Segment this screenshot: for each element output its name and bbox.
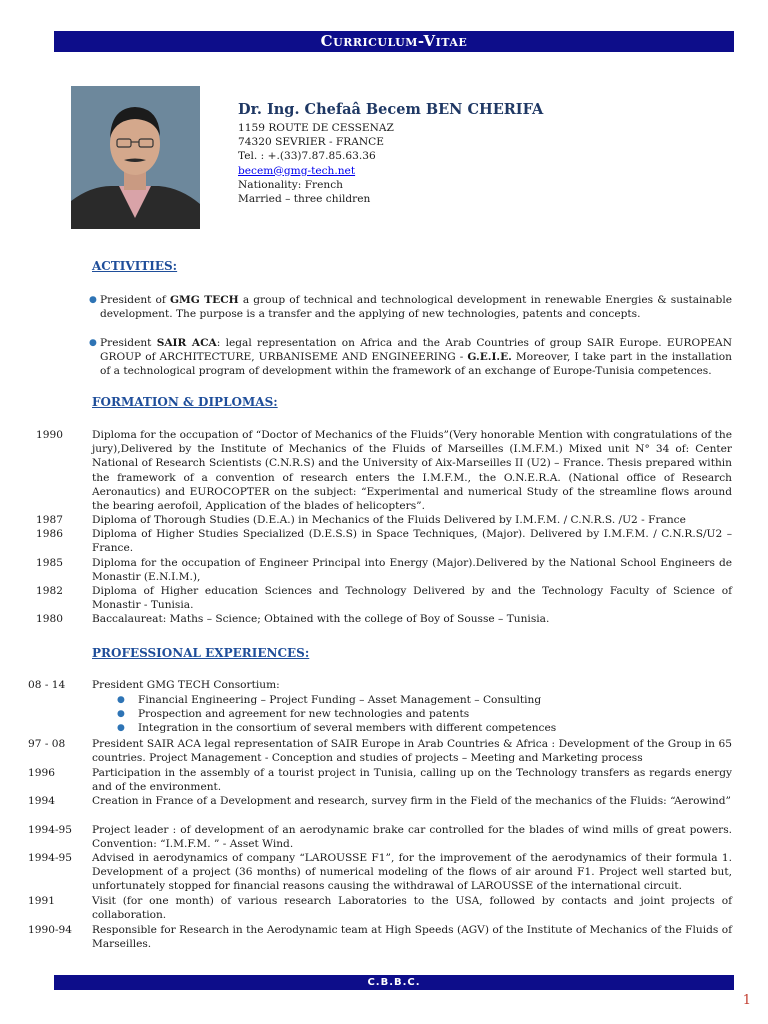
activity-org: SAIR ACA	[156, 337, 217, 349]
page-title: Curriculum-Vitae	[320, 32, 468, 50]
activity-org: GMG TECH	[170, 294, 239, 306]
experience-period: 1996	[28, 767, 55, 779]
formation-description: Diploma for the occupation of “Doctor of Mechanics of the Fluids”(Very honorable Mention with congratulations of the jury),Delivered by the Institute of Mechanics of the Fluids of Marseilles (I.M.F.M.) Mixed unit N° 34 of: Center National of Research Scientists (C.N.R.S) and the University of Aix-Marseilles II (U2) – France. Thesis prepared within the framework of a convention of research enters the I.M.F.M., the O.N.E.R.A. (National office of Research Aeronautics) and EUROCOPTER on the subject: “Experimental and numerical Study of the streamline flows around the bearing aerofoil, Application of the blades of helicopters”.	[92, 429, 732, 513]
profile-photo	[71, 86, 200, 229]
formation-description: Diploma of Higher Studies Specialized (D.E.S.S) in Space Techniques, (Major). Delivered by I.M.F.M. / C.N.R.S/U2 – France.	[92, 528, 732, 555]
address-line-1: 1159 ROUTE DE CESSENAZ	[238, 122, 394, 134]
phone-number: Tel. : +.(33)7.87.85.63.36	[238, 150, 376, 163]
experience-period: 08 - 14	[28, 679, 66, 691]
person-name: Dr. Ing. Chefaâ Becem BEN CHERIFA	[238, 101, 544, 118]
bullet-icon: ●	[117, 723, 125, 734]
formation-description: Diploma for the occupation of Engineer Principal into Energy (Major).Delivered by the National School Engineers de Monastir (E.N.I.M.),	[92, 557, 732, 584]
formation-year: 1990	[36, 429, 63, 441]
formation-description: Diploma of Thorough Studies (D.E.A.) in Mechanics of the Fluids Delivered by I.M.F.M. / C.N.R.S. /U2 - France	[92, 514, 686, 526]
bullet-icon: ●	[117, 695, 125, 705]
list-item	[117, 693, 556, 707]
page-number: 1	[742, 993, 751, 1008]
experience-period: 1994	[28, 795, 55, 807]
formation-year: 1986	[36, 528, 63, 540]
experience-description: Project leader : of development of an aerodynamic brake car controlled for the blades of wind mills of great powers. Convention: “I.M.F.M. ” - Asset Wind.	[92, 824, 732, 851]
activity-item	[89, 336, 732, 379]
experience-period: 1991	[28, 895, 55, 907]
experience-period: 1990-94	[28, 924, 73, 936]
email-link[interactable]: becem@gmg-tech.net	[238, 164, 356, 177]
experience-description: President SAIR ACA legal representation of SAIR Europe in Arab Countries & Africa : Development of the Group in 65 countries. Project Management - Conception and studies of projects – Meeting and Marketing process	[92, 738, 732, 765]
list-item	[117, 721, 556, 735]
list-item-text: Financial Engineering – Project Funding – Asset Management – Consulting	[138, 694, 542, 706]
footer-label: C.B.B.C.	[367, 977, 421, 988]
experience-description: Advised in aerodynamics of company “LAROUSSE F1”, for the improvement of the aerodynamics of their formula 1. Development of a project (36 months) of numerical modeling of the flows of air around F1. Project well started but, unfortunately stopped for financial reasons causing the withdrawal of LAROUSSE of the international circuit.	[92, 852, 732, 893]
bullet-icon: ●	[117, 709, 125, 720]
bullet-icon: ●	[89, 295, 97, 305]
experience-description: Participation in the assembly of a tourist project in Tunisia, calling up on the Technology transfers as regards energy and of the environment.	[92, 767, 732, 794]
header-banner	[54, 31, 734, 52]
activity-text: President of	[100, 294, 170, 306]
activity-text: President	[100, 337, 157, 349]
experience-description: Creation in France of a Development and research, survey firm in the Field of the mechanics of the Fluids: “Aerowind”	[92, 795, 731, 807]
nationality: Nationality: French	[238, 178, 343, 191]
experience-description: Visit (for one month) of various research Laboratories to the USA, followed by contacts and joint projects of collaboration.	[92, 895, 732, 922]
identity-block	[238, 100, 543, 206]
formation-heading: FORMATION & DIPLOMAS:	[92, 395, 278, 409]
address-line-2: 74320 SEVRIER - FRANCE	[238, 136, 384, 149]
list-item-text: Prospection and agreement for new technologies and patents	[138, 708, 470, 721]
list-item	[117, 707, 556, 721]
experience-period: 1994-95	[28, 824, 73, 836]
formation-year: 1980	[36, 613, 63, 625]
experience-description: President GMG TECH Consortium:	[92, 679, 280, 691]
list-item-text: Integration in the consortium of several members with different competences	[138, 722, 557, 735]
formation-year: 1985	[36, 557, 63, 569]
activity-item	[89, 293, 732, 321]
formation-year: 1982	[36, 585, 63, 597]
formation-description: Diploma of Higher education Sciences and Technology Delivered by and the Technology Faculty of Science of Monastir - Tunisia.	[92, 585, 732, 612]
experience-description: Responsible for Research in the Aerodynamic team at High Speeds (AGV) of the Institute of Mechanics of the Fluids of Marseilles.	[92, 924, 732, 951]
footer-banner	[54, 975, 734, 990]
activity-org: G.E.I.E.	[467, 351, 512, 364]
activities-heading: ACTIVITIES:	[92, 259, 178, 273]
experience-period: 1994-95	[28, 852, 73, 864]
activity-text: a group of technical and technological development in renewable Energies & sustainable development. The purpose is a transfer and the applying of new technologies, patents and concepts.	[100, 294, 732, 321]
gmg-sub-list	[117, 693, 556, 736]
experience-period: 97 - 08	[28, 738, 66, 750]
formation-year: 1987	[36, 514, 63, 526]
marital-status: Married – three children	[238, 193, 371, 206]
experiences-heading: PROFESSIONAL EXPERIENCES:	[92, 646, 310, 660]
bullet-icon: ●	[89, 338, 97, 348]
activity-text: Moreover, I take part in the installation of a technological program of development within the framework of an exchange of Europe-Tunisia competences.	[100, 351, 732, 378]
activity-text: : legal representation on Africa and the Arab Countries of group SAIR Europe. EUROPEAN GROUP of ARCHITECTURE, URBANISEME AND ENGINEERING -	[100, 337, 732, 364]
formation-description: Baccalaureat: Maths – Science; Obtained with the college of Boy of Sousse – Tunisia.	[92, 613, 550, 625]
